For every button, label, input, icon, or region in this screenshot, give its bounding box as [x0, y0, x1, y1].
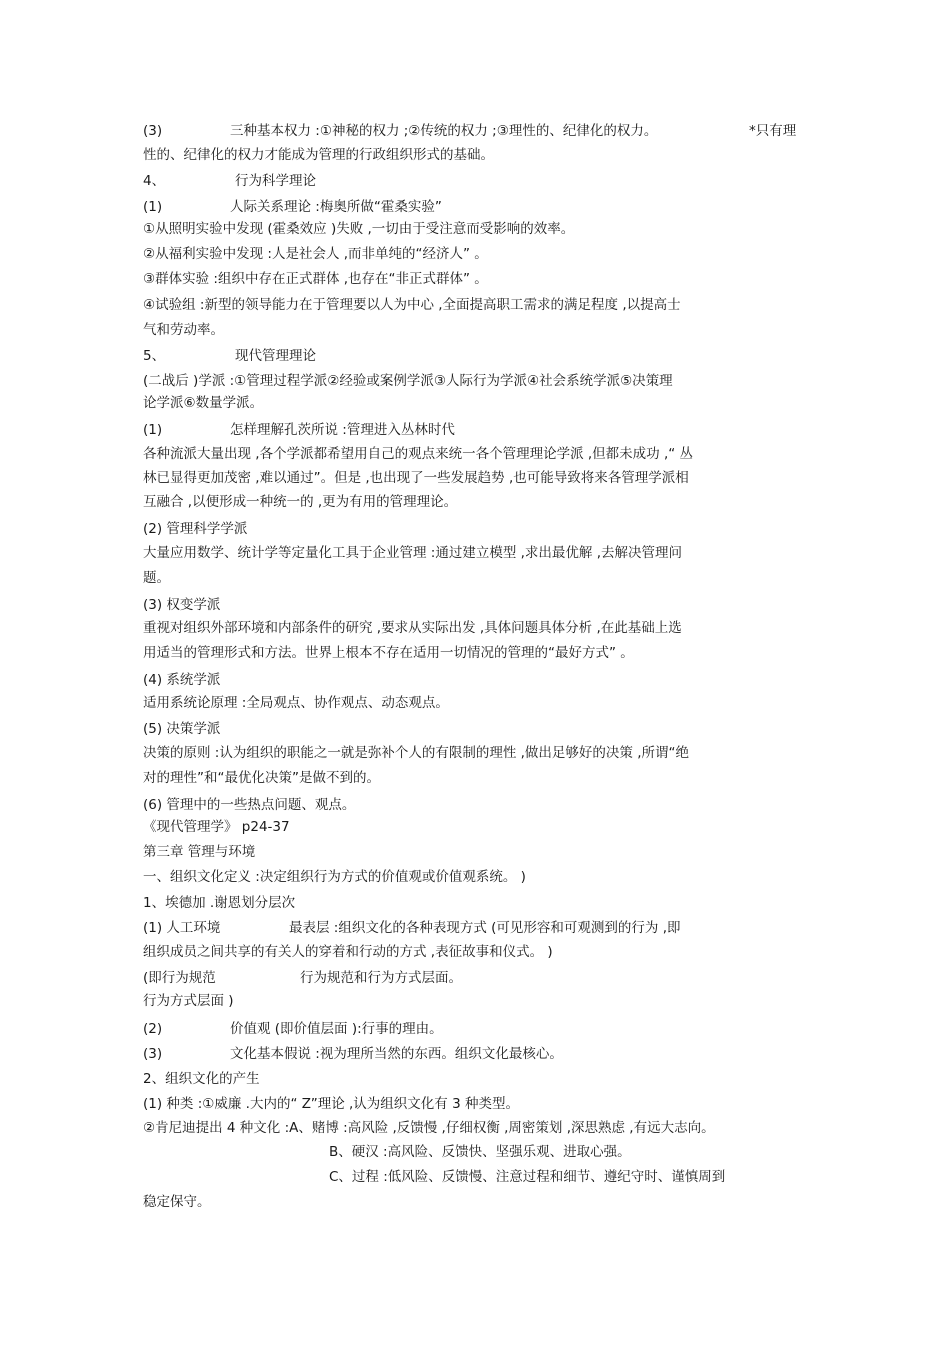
line-text: 稳定保守。	[143, 1194, 211, 1210]
line-text: 价值观 (即价值层面 ):行事的理由。	[230, 1021, 443, 1037]
section-number: 4、	[143, 173, 166, 189]
line-text: 各种流派大量出现 ,各个学派都希望用自己的观点来统一各个管理理论学派 ,但都未成功 ,“ 丛	[143, 446, 694, 462]
line-text: 2、组织文化的产生	[143, 1071, 260, 1087]
list-marker: (3)	[143, 123, 163, 139]
line-text: (2) 管理科学学派	[143, 521, 248, 537]
list-marker: (3)	[143, 1046, 163, 1062]
line-text: 对的理性”和“最优化决策”是做不到的。	[143, 770, 380, 786]
line-text: C、过程 :低风险、反馈慢、注意过程和细节、遵纪守时、谨慎周到	[329, 1169, 726, 1185]
line-text: 论学派⑥数量学派。	[143, 395, 264, 411]
line-text: (5) 决策学派	[143, 721, 221, 737]
list-marker: (2)	[143, 1021, 163, 1037]
line-text: 林已显得更加茂密 ,难以通过”。但是 ,也出现了一些发展趋势 ,也可能导致将来各管理学派相	[143, 470, 689, 486]
line-text: 怎样理解孔茨所说 :管理进入丛林时代	[230, 422, 455, 438]
line-text: ④试验组 :新型的领导能力在于管理要以人为中心 ,全面提高职工需求的满足程度 ,以提高士	[143, 297, 681, 313]
line-text: 用适当的管理形式和方法。世界上根本不存在适用一切情况的管理的“最好方式” 。	[143, 645, 634, 661]
line-text: (即行为规范	[143, 970, 216, 986]
list-marker: (1) 人工环境	[143, 920, 221, 936]
line-text: B、硬汉 :高风险、反馈快、坚强乐观、进取心强。	[329, 1144, 631, 1160]
list-marker: (1)	[143, 199, 163, 215]
line-text: 行为方式层面 )	[143, 993, 234, 1009]
line-text: (二战后 )学派 :①管理过程学派②经验或案例学派③人际行为学派④社会系统学派⑤决策理	[143, 373, 673, 389]
list-marker: (1)	[143, 422, 163, 438]
line-text: 组织成员之间共享的有关人的穿着和行动的方式 ,表征故事和仪式。 )	[143, 944, 553, 960]
section-title: 行为科学理论	[235, 173, 316, 189]
line-text: 一、组织文化定义 :决定组织行为方式的价值观或价值观系统。 )	[143, 869, 526, 885]
line-text: (1) 种类 :①威廉 .大内的“ Z”理论 ,认为组织文化有 3 种类型。	[143, 1096, 519, 1112]
line-text: 决策的原则 :认为组织的职能之一就是弥补个人的有限制的理性 ,做出足够好的决策 ,所谓“绝	[143, 745, 689, 761]
line-text: (4) 系统学派	[143, 672, 221, 688]
line-text: 性的、纪律化的权力才能成为管理的行政组织形式的基础。	[143, 147, 494, 163]
line-text: 题。	[143, 570, 170, 586]
line-text: ②肯尼迪提出 4 种文化 :A、赌博 :高风险 ,反馈慢 ,仔细权衡 ,周密策划 ,深思熟虑 ,有远大志向。	[143, 1120, 715, 1136]
line-text: 人际关系理论 :梅奥所做“霍桑实验”	[230, 199, 442, 215]
line-text: 气和劳动率。	[143, 322, 224, 338]
line-text: 三种基本权力 :①神秘的权力 ;②传统的权力 ;③理性的、纪律化的权力。	[230, 123, 658, 139]
line-text: ②从福利实验中发现 :人是社会人 ,而非单纯的“经济人” 。	[143, 246, 488, 262]
line-text: (6) 管理中的一些热点问题、观点。	[143, 797, 356, 813]
line-text: 文化基本假说 :视为理所当然的东西。组织文化最核心。	[230, 1046, 563, 1062]
line-text: ③群体实验 :组织中存在正式群体 ,也存在“非正式群体” 。	[143, 271, 488, 287]
line-text: 重视对组织外部环境和内部条件的研究 ,要求从实际出发 ,具体问题具体分析 ,在此基础上选	[143, 620, 682, 636]
line-text: *只有理	[749, 123, 797, 139]
line-text: 适用系统论原理 :全局观点、协作观点、动态观点。	[143, 695, 449, 711]
line-text: ①从照明实验中发现 (霍桑效应 )失败 ,一切由于受注意而受影响的效率。	[143, 221, 575, 237]
section-title: 现代管理理论	[235, 348, 316, 364]
section-number: 5、	[143, 348, 166, 364]
line-text: 行为规范和行为方式层面。	[300, 970, 462, 986]
line-text: 互融合 ,以便形成一种统一的 ,更为有用的管理理论。	[143, 494, 458, 510]
line-text: (3) 权变学派	[143, 597, 221, 613]
line-text: 大量应用数学、统计学等定量化工具于企业管理 :通过建立模型 ,求出最优解 ,去解决管理问	[143, 545, 683, 561]
line-text: 1、埃德加 .谢恩划分层次	[143, 895, 296, 911]
line-text: 第三章 管理与环境	[143, 844, 256, 860]
reference-text: 《现代管理学》 p24-37	[143, 819, 290, 835]
line-text: 最表层 :组织文化的各种表现方式 (可见形容和可观测到的行为 ,即	[289, 920, 681, 936]
